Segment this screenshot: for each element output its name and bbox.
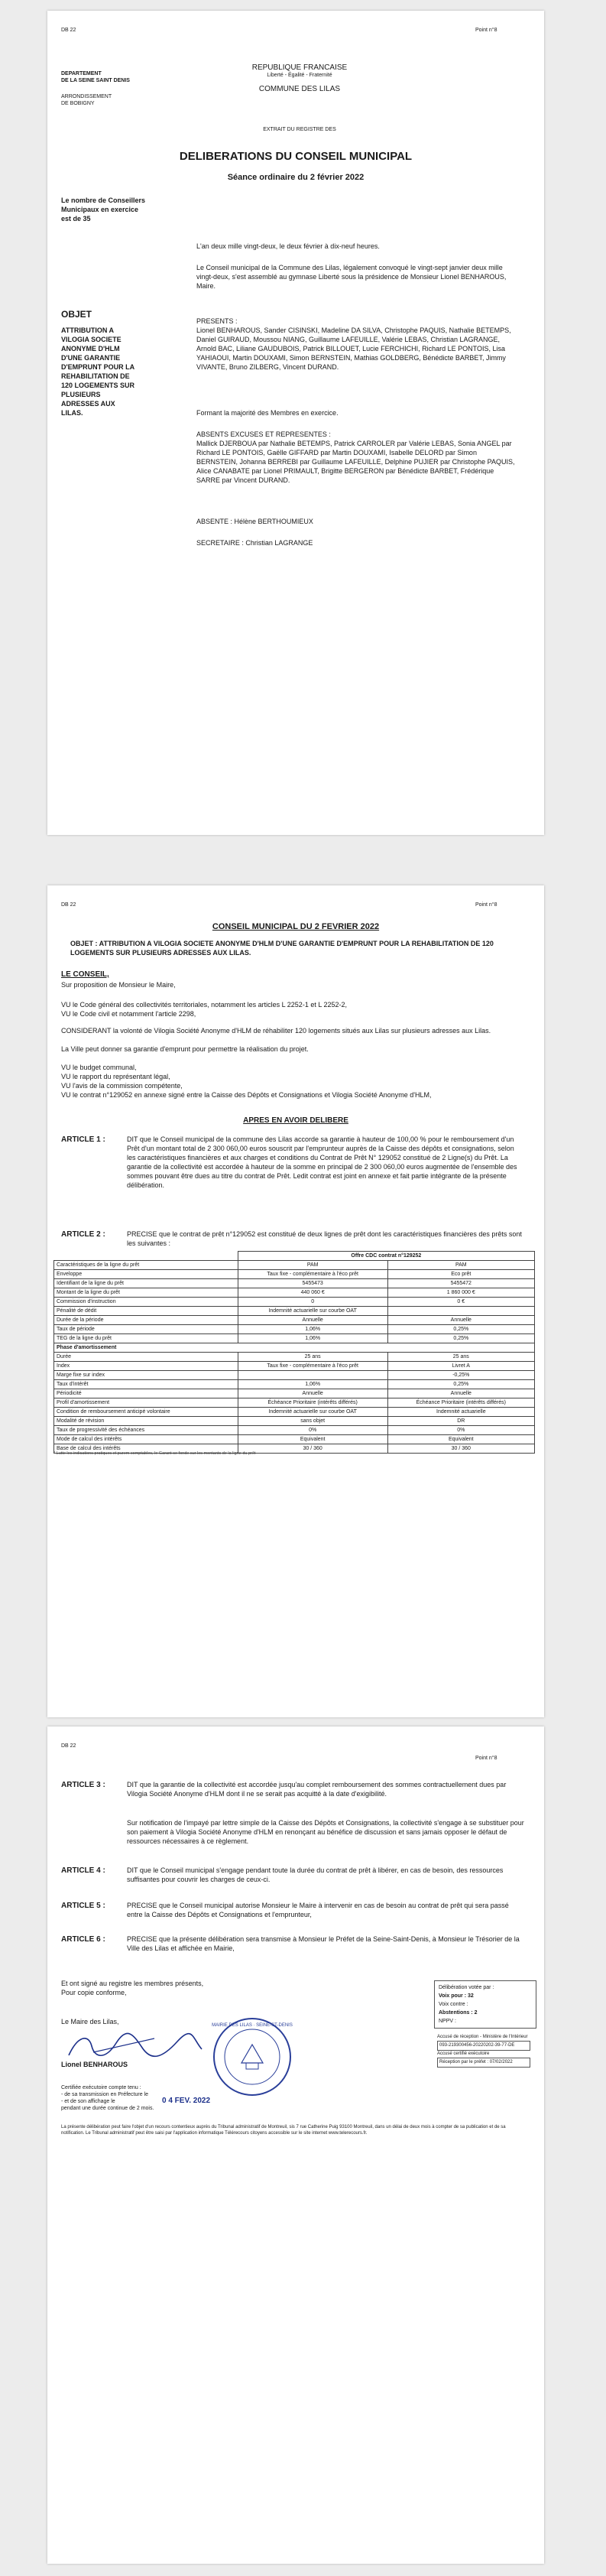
page-ref-right: Point n°8 — [475, 902, 497, 908]
article-4-text: DIT que le Conseil municipal s'engage pendant toute la durée du contrat de prêt à libérer, en cas de besoin, des ressources suffisantes pour couvrir les charges de ceux-ci. — [127, 1866, 504, 1883]
page-ref-right: Point n°8 — [475, 1756, 497, 1761]
councillors-count: Le nombre de Conseillers Municipaux en exercice est de 35 — [61, 197, 146, 223]
commune-name: COMMUNE DES LILAS — [258, 85, 341, 93]
article-3-text-b: Sur notification de l'impayé par lettre simple de la Caisse des Dépôts et Consignations, la collectivité s'engage à se substituer pour son paiement à Vilogia Société Anonyme d'HLM en renonçant au bénéfice de discussion et sans jamais opposer le défaut de ressources nécessaires à ce règlement. — [127, 1819, 524, 1845]
proposition-line: Sur proposition de Monsieur le Maire, — [61, 981, 176, 989]
page-title: DELIBERATIONS DU CONSEIL MUNICIPAL — [179, 150, 413, 163]
article-1-text: DIT que le Conseil municipal de la commune des Lilas accorde sa garantie à hauteur de 100,00 % pour le remboursement d'un Prêt d'un montant total de 2 300 060,00 euros souscrit par l'emprunteur auprès de la Caisse des dépôts et consignations, selon les caractéristiques financières et aux charges et conditions du Contrat de Prêt N° 129052 constitué de 2 Ligne(s) du Prêt. La garantie de la collectivité est accordée à hauteur de la somme en principal de 2 300 060,00 euros augmentée de l'ensemble des sommes pouvant être dues au titre du contrat de Prêt. Ledit contrat est joint en annexe et fait partie intégrante de la présente délibération. — [127, 1135, 517, 1189]
date-line: L'an deux mille vingt-deux, le deux février à dix-neuf heures. — [196, 242, 380, 250]
table-title: Offre CDC contrat n°129252 — [238, 1252, 534, 1261]
vu-rapport: VU le rapport du représentant légal, — [61, 1073, 170, 1080]
table-row: Marge fixe sur index -0,25% — [54, 1371, 535, 1380]
article-5-text: PRECISE que le Conseil municipal autorise Monsieur le Maire à intervenir en cas de besoin au contrat de prêt qui sera passé entre la Caisse des Dépôts et Consignations et l'emprunteur, — [127, 1902, 509, 1918]
session-date: Séance ordinaire du 2 février 2022 — [227, 173, 365, 182]
article-6-label: ARTICLE 6 : — [61, 1935, 105, 1944]
certifie-block: Certifiée exécutoire compte tenu : - de sa transmission en Préfecture le - et de son affichage le pendant une durée continue de 2 mois. — [61, 2085, 154, 2111]
vu-code-general: VU le Code général des collectivités territoriales, notamment les articles L 2252-1 et L 2252-2, — [61, 1001, 348, 1009]
motto: Liberté - Égalité - Fraternité — [267, 73, 332, 78]
vu-commission: VU l'avis de la commission compétente, — [61, 1082, 183, 1090]
table-row: Taux de progressivité des échéances 0% 0% — [54, 1426, 535, 1435]
table-row: Caractéristiques de la ligne du prêt PAM PAM — [54, 1261, 535, 1270]
objet-label: OBJET — [61, 309, 92, 320]
receipt-block: Accusé de réception - Ministère de l'Intérieur 093-219300456-20220202-39-77-DE Accusé certifié exécutoire Réception par le préfet : 07/02/2022 — [434, 2032, 533, 2069]
considerant: CONSIDERANT la volonté de Vilogia Société Anonyme d'HLM de réhabiliter 120 logements situés aux Lilas sur plusieurs adresses aux Lilas. — [61, 1027, 491, 1035]
seal-text: MAIRIE DES LILAS · SEINE-ST-DENIS — [212, 2023, 293, 2028]
maire-name: Lionel BENHAROUS — [61, 2061, 128, 2068]
page-3 — [47, 1727, 544, 2564]
republic-header — [200, 63, 399, 94]
table-row: Taux d'intérêt 1,06% 0,25% — [54, 1380, 535, 1389]
vu-contrat: VU le contrat n°129052 en annexe signé entre la Caisse des Dépôts et Consignations et Vilogia Société Anonyme d'HLM, — [61, 1091, 432, 1099]
article-2-label: ARTICLE 2 : — [61, 1230, 105, 1239]
table-row: Enveloppe Taux fixe - complémentaire à l'éco prêt Eco prêt — [54, 1270, 535, 1279]
table-row: Base de calcul des intérêts 30 / 360 30 / 360 — [54, 1444, 535, 1454]
article-3-label: ARTICLE 3 : — [61, 1781, 105, 1789]
absents-section: ABSENTS EXCUSES ET REPRESENTES : Mallick DJERBOUA par Nathalie BETEMPS, Patrick CARROLER par Valérie LEBAS, Sonia ANGEL par Richard LE PONTOIS, Gaëlle GIFFARD par Martin DOUXAMI, Isabelle DELORD par Simon BERNSTEIN, Johanna BERREBI par Guillaume LAFEUILLE, Delphine PUJIER par Christophe PAQUIS, Alice CANABATE par Lionel PRIMAULT, Brigitte BERGERON par Bénédicte BARBET, Frédérique SARRE par Vincent DURAND. — [196, 430, 517, 485]
absente-line: ABSENTE : Hélène BERTHOUMIEUX — [196, 518, 313, 525]
table-row: Durée de la période Annuelle Annuelle — [54, 1316, 535, 1325]
article-5-label: ARTICLE 5 : — [61, 1902, 105, 1910]
article-4-label: ARTICLE 4 : — [61, 1866, 105, 1875]
table-row: Pénalité de dédit Indemnité actuarielle sur courbe OAT — [54, 1307, 535, 1316]
loan-table — [53, 1251, 535, 1454]
table-footnote: * Lutte les indications pratiques et purem comptables, le Garant se fonde sur les montants de la ligne du prêt — [53, 1451, 256, 1456]
table-row: Condition de remboursement anticipé volontaire Indemnité actuarielle sur courbe OAT Indemnité actuarielle — [54, 1408, 535, 1417]
majority-line: Formant la majorité des Membres en exercice. — [196, 409, 339, 417]
table-row: Identifiant de la ligne du prêt 5455473 5455472 — [54, 1279, 535, 1288]
objet-heading: OBJET : ATTRIBUTION A VILOGIA SOCIETE ANONYME D'HLM D'UNE GARANTIE D'EMPRUNT POUR LA REHABILITATION DE 120 LOGEMENTS SUR PLUSIEURS ADRESSES AUX LILAS. — [70, 940, 494, 957]
secretaire-line: SECRETAIRE : Christian LAGRANGE — [196, 539, 313, 547]
table-row: Commission d'instruction 0 0 € — [54, 1298, 535, 1307]
presents-section: PRESENTS : Lionel BENHAROUS, Sander CISINSKI, Madeline DA SILVA, Christophe PAQUIS, Nathalie BETEMPS, Daniel GUIRAUD, Moussou NIANG, Guillaume LAFEUILLE, Valérie LEBAS, Christian LAGRANGE, Arnold BAC, Liliane GAUDUBOIS, Patrick BILLOUET, Lucie FERCHICHI, Richard LE PONTOIS, Lisa YAHIAOUI, Martin DOUXAMI, Simon BERNSTEIN, Mathias GOLDBERG, Bénédicte BARBET, Jimmy VIVANTE, Bruno ZILBERG, Vincent DURAND. — [196, 317, 517, 372]
article-1-label: ARTICLE 1 : — [61, 1135, 105, 1144]
vu-code-civil: VU le Code civil et notamment l'article 2298, — [61, 1010, 196, 1018]
signed-block: Et ont signé au registre les membres présents, Pour copie conforme, — [61, 1980, 204, 1996]
table-row: Modalité de révision sans objet DR — [54, 1417, 535, 1426]
council-heading: CONSEIL MUNICIPAL DU 2 FEVRIER 2022 — [212, 922, 380, 931]
page-1 — [47, 11, 544, 835]
stamp-date: 0 4 FEV. 2022 — [162, 2097, 211, 2105]
table-row: Taux de période 1,06% 0,25% — [54, 1325, 535, 1334]
extract-line: EXTRAIT DU REGISTRE DES — [263, 127, 336, 132]
vote-box: Délibération votée par : Voix pour : 32 Voix contre : Abstentions : 2 NPPV : — [434, 1980, 536, 2029]
republic-title: REPUBLIQUE FRANCAISE — [251, 63, 348, 72]
table-row: TEG de la ligne du prêt 1,06% 0,25% — [54, 1334, 535, 1343]
article-2-text: PRECISE que le contrat de prêt n°129052 est constitué de deux lignes de prêt dont les caractéristiques financières des prêts sont les suivantes : — [127, 1230, 522, 1247]
arrondissement-block: ARRONDISSEMENT DE BOBIGNY — [61, 94, 112, 106]
maire-label: Le Maire des Lilas, — [61, 2018, 119, 2025]
convocation-text: Le Conseil municipal de la Commune des Lilas, légalement convoqué le vingt-sept janvier deux mille vingt-deux, s'est assemblé au gymnase Liberté sous la présidence de Monsieur Lionel BENHAROUS, Maire. — [196, 264, 507, 290]
table-row: Montant de la ligne du prêt 440 060 € 1 860 000 € — [54, 1288, 535, 1298]
ville-line: La Ville peut donner sa garantie d'emprunt pour permettre la réalisation du projet. — [61, 1045, 309, 1053]
table-row: Périodicité Annuelle Annuelle — [54, 1389, 535, 1398]
page-ref-left: DB 22 — [61, 1743, 76, 1749]
presents-list: Lionel BENHAROUS, Sander CISINSKI, Madeline DA SILVA, Christophe PAQUIS, Nathalie BETEMPS, Daniel GUIRAUD, Moussou NIANG, Guillaume LAFEUILLE, Valérie LEBAS, Christian LAGRANGE, Arnold BAC, Liliane GAUDUBOIS, Patrick BILLOUET, Lucie FERCHICHI, Richard LE PONTOIS, Lisa YAHIAOUI, Martin DOUXAMI, Simon BERNSTEIN, Mathias GOLDBERG, Bénédicte BARBET, Jimmy VIVANTE, Bruno ZILBERG, Vincent DURAND. — [196, 326, 511, 371]
article-3-text: DIT que la garantie de la collectivité est accordée jusqu'au complet remboursement des sommes contractuellement dues par Vilogia Société Anonyme d'HLM dont il ne se serait pas acquitté à la date d'exigibilité. — [127, 1781, 507, 1798]
page-ref-left: DB 22 — [61, 902, 76, 908]
table-row: Profil d'amortissement Échéance Prioritaire (intérêts différés) Échéance Prioritaire (intérêts différés) — [54, 1398, 535, 1408]
apres-delibere: APRES EN AVOIR DELIBERE — [243, 1116, 348, 1125]
mairie-seal — [211, 2016, 293, 2098]
le-conseil: LE CONSEIL, — [61, 970, 109, 979]
table-row: Durée 25 ans 25 ans — [54, 1353, 535, 1362]
table-row: Index Taux fixe - complémentaire à l'éco prêt Livret A — [54, 1362, 535, 1371]
department-block: DEPARTEMENT DE LA SEINE SAINT DENIS — [61, 71, 130, 83]
page-ref-left: DB 22 — [61, 28, 76, 33]
vu-budget: VU le budget communal, — [61, 1064, 137, 1071]
absents-list: Mallick DJERBOUA par Nathalie BETEMPS, Patrick CARROLER par Valérie LEBAS, Sonia ANGEL par Richard LE PONTOIS, Gaëlle GIFFARD par Martin DOUXAMI, Isabelle DELORD par Simon BERNSTEIN, Johanna BERREBI par Guillaume LAFEUILLE, Delphine PUJIER par Christophe PAQUIS, Alice CANABATE par Lionel PRIMAULT, Brigitte BERGERON par Bénédicte BARBET, Frédérique SARRE par Vincent DURAND. — [196, 440, 515, 484]
page-ref-right: Point n°8 — [475, 28, 497, 33]
objet-text: ATTRIBUTION A VILOGIA SOCIETE ANONYME D'HLM D'UNE GARANTIE D'EMPRUNT POUR LA REHABILITATION DE 120 LOGEMENTS SUR PLUSIEURS ADRESSES AUX LILAS. — [61, 326, 135, 417]
table-row: Mode de calcul des intérêts Equivalent Equivalent — [54, 1435, 535, 1444]
table-section: Phase d'amortissement — [54, 1343, 535, 1353]
legal-notice: La présente délibération peut faire l'objet d'un recours contentieux auprès du Tribunal administratif de Montreuil, sis 7 rue Catherine Puig 93100 Montreuil, dans un délai de deux mois à compter de sa publication et de sa notification. Le Tribunal administratif peut être saisi par l'application informatique Télérecours citoyens accessible sur le site internet www.telerecours.fr. — [61, 2125, 506, 2136]
article-6-text: PRECISE que la présente délibération sera transmise à Monsieur le Préfet de la Seine-Saint-Denis, à Monsieur le Trésorier de la Ville des Lilas et affichée en Mairie, — [127, 1935, 520, 1952]
page-2 — [47, 885, 544, 1717]
